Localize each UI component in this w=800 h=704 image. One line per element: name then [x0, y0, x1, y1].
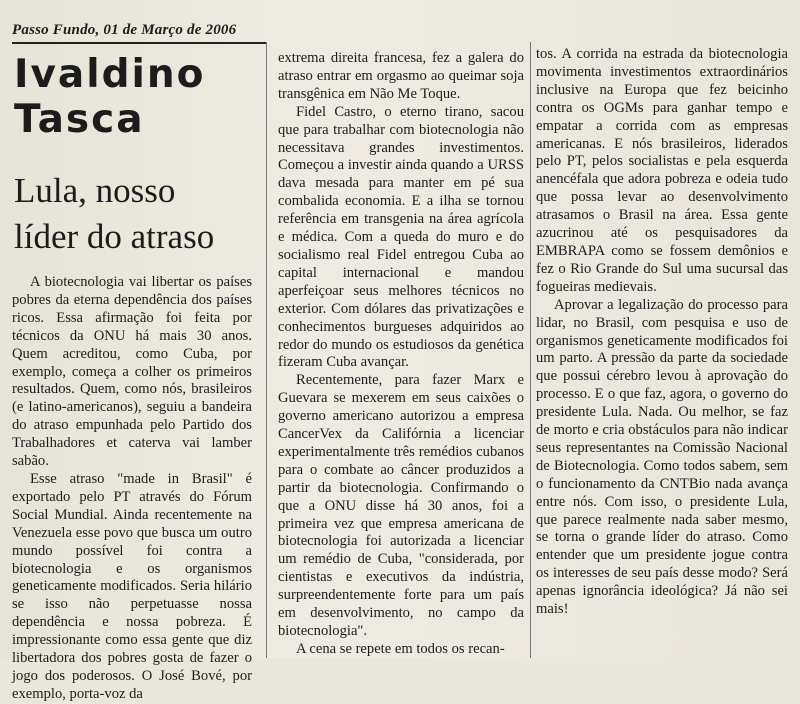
article-column-3 [536, 46, 788, 619]
author-name [14, 52, 264, 142]
paragraph: tos. A corrida na estrada da biotecnologia movimenta investimentos extraordinários inclusive na Europa que fez beicinho contra os OGMs para ganhar tempo e empatar a corrida com as empresas americanas. E nós brasileiros, liderados pelo PT, pelos socialistas e pela esquerda anencéfala que adora pobreza e odeia tudo que possa levar ao desenvolvimento atrasamos o Brasil na área. Essa gente azucrinou até os pesquisadores da EMBRAPA como se fossem demônios e fez o Rio Grande do Sul uma sucursal das fogueiras medievais. [536, 46, 788, 295]
dateline: Passo Fundo, 01 de Março de 2006 [12, 22, 237, 38]
paragraph: Esse atraso "made in Brasil" é exportado pelo PT através do Fórum Social Mundial. Ainda recentemente na Venezuela esse povo que busca um outro mundo possível foi contra a biotecnologia e os organismos geneticamente modificados. Seria hilário se isso não perpetuasse nossa dependência e nossa pobreza. É impressionante como essa gente que diz libertadora dos pobres gosta de fazer o jogo dos poderosos. O José Bové, por exemplo, porta-voz da [12, 470, 252, 702]
article-headline [14, 168, 264, 260]
paragraph: Recentemente, para fazer Marx e Guevara se mexerem em seus caixões o governo americano autorizou a empresa CancerVex da Califórnia a licenciar experimentalmente três remédios cubanos para o combate ao câncer produzidos a partir da biotecnologia. Confirmando o que a ONU disse há 30 anos, foi a primeira vez que empresa americana de biotecnologia foi autorizada a licenciar um remédio de Cuba, "considerada, por cientistas e executivos da indústria, surpreendentemente forte para um país em desenvolvimento, no campo da biotecnologia". [278, 372, 524, 639]
column-divider-2 [530, 42, 531, 658]
article-column-1 [12, 274, 252, 704]
headline-line-1: Lula, nosso [14, 171, 176, 210]
paragraph: A biotecnologia vai libertar os países pobres da eterna dependência dos países ricos. Essa afirmação foi feita por técnicos da ONU há mais 30 anos. Quem acreditou, como Cuba, por exemplo, começa a colher os primeiros resultados. Quem, como nós, brasileiros (e latino-americanos), seguiu a bandeira do atraso empunhada pelo Partido dos Trabalhadores et caterva vai lamber sabão. [12, 274, 252, 470]
paragraph: Aprovar a legalização do processo para lidar, no Brasil, com pesquisa e uso de organismos geneticamente modificados foi um parto. A pressão da parte da sociedade que possui cérebro levou à aprovação do processo. E o que faz, agora, o governo do presidente Lula. Nada. Ou melhor, se faz de morto e cria obstáculos para não indicar seus representantes na Comissão Nacional de Biotecnologia. Como todos sabem, sem o funcionamento da CNTBio nada avança entre nós. Com isso, o presidente Lula, que parece realmente nada saber mesmo, se torna o grande líder do atraso. Como entender que um presidente jogue contra os interesses de seu país desse modo? Será apenas ignorância ideológica? Já não sei mais! [536, 296, 788, 618]
paragraph: extrema direita francesa, fez a galera do atraso entrar em orgasmo ao queimar soja transgênica em Não Me Toque. [278, 50, 524, 102]
headline-line-2: líder do atraso [14, 217, 215, 256]
column-divider-1 [266, 42, 267, 658]
author-last-name: Tasca [14, 97, 145, 142]
header-rule [12, 42, 267, 44]
paragraph: A cena se repete em todos os recan- [296, 640, 505, 657]
article-column-2 [278, 50, 524, 659]
author-first-name: Ivaldino [14, 52, 206, 97]
paragraph: Fidel Castro, o eterno tirano, sacou que para trabalhar com biotecnologia não necessitava grandes investimentos. Começou a investir ainda quando a URSS dava mesada para manter em pé sua combalida economia. E a ilha se tornou referência em transgenia na área agrícola e médica. Com a queda do muro e do socialismo real Fidel entregou Cuba ao capital internacional e mandou aperfeiçoar seus melhores técnicos no exterior. Com dólares das privatizações e conhecimentos burgueses adquiridos ao redor do mundo os estudiosos da genética fizeram Cuba avançar. [278, 103, 524, 371]
